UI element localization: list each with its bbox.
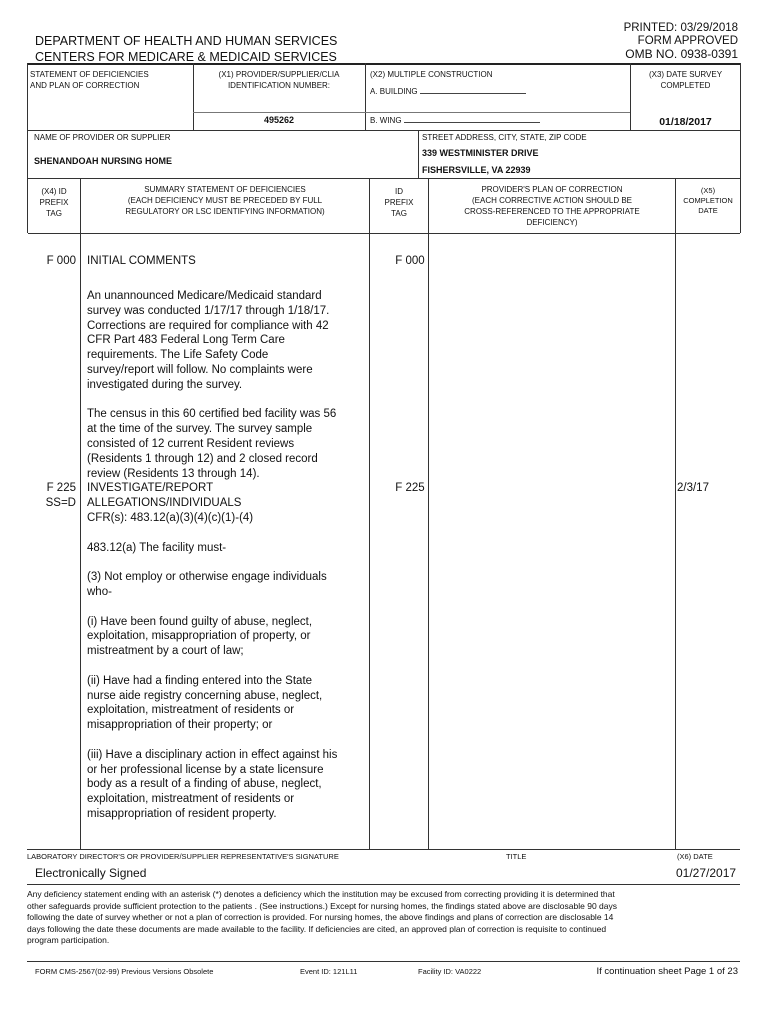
col-x5-header: (X5) COMPLETION DATE [683,186,733,215]
wing-label: B. WING [370,116,402,125]
street-address: 339 WESTMINISTER DRIVE [422,148,539,158]
regulation-item-i: (i) Have been found guilty of abuse, neglect, exploitation, misappropriation of property, or mistreatment by a court of law; [87,615,313,658]
department-title: DEPARTMENT OF HEALTH AND HUMAN SERVICES [35,34,338,48]
wing-blank [404,114,540,123]
signature-date: 01/27/2017 [676,866,737,880]
signature-value: Electronically Signed [35,866,147,880]
building-field [370,85,526,97]
regulation-item-3: (3) Not employ or otherwise engage individuals who- [87,571,327,598]
summary-body [87,289,367,836]
regulation-item-iii: (iii) Have a disciplinary action in effect against his or her professional license by a state licensure body as a result of a finding of abuse, neglect, exploitation, mistreatment of residents or misappropriation of resident property. [87,748,338,820]
survey-paragraph: An unannounced Medicare/Medicaid standard survey was conducted 1/17/17 through 1/18/17. Corrections are required for compliance with 42 CFR Part 483 Federal Long Term Care requirements. The Life Safety Code survey/report will follow. No complaints were investigated during the survey. [87,290,330,391]
survey-completed-date: 01/18/2017 [659,116,712,128]
completion-date: 2/3/17 [677,482,709,494]
provider-id-value: 495262 [263,115,295,125]
address-label: STREET ADDRESS, CITY, STATE, ZIP CODE [422,133,587,142]
regulation-intro: 483.12(a) The facility must- [87,541,227,554]
centers-title: CENTERS FOR MEDICARE & MEDICAID SERVICES [35,50,337,64]
building-label: A. BUILDING [370,87,418,96]
facility-id: Facility ID: VA0222 [418,967,482,976]
initial-comments-title: INITIAL COMMENTS [87,255,196,267]
tag-f225-left: F 225 [46,482,76,494]
severity-scope: SS=D [45,497,76,509]
col-id-header: ID PREFIX TAG [384,187,414,218]
omb-number: OMB NO. 0938-0391 [625,47,738,61]
census-paragraph: The census in this 60 certified bed facility was 56 at the time of the survey. The survey sample consisted of 12 current Resident reviews (Residents 1 through 12) and 2 closed record review (Residents 13 through 14). [87,408,337,480]
tag-f225-right: F 225 [395,482,425,494]
provider-name-label: NAME OF PROVIDER OR SUPPLIER [34,133,171,142]
tag-f000-right: F 000 [395,255,425,267]
f225-title: INVESTIGATE/REPORT ALLEGATIONS/INDIVIDUALS CFR(s): 483.12(a)(3)(4)(c)(1)-(4) [87,482,254,524]
disclaimer-text: Any deficiency statement ending with an asterisk (*) denotes a deficiency which the institution may be excused from correcting providing it is determined that other safeguards provide sufficient protection to the patients . (See instructions.) Except for nursing homes, the findings stated above are disclosable 90 days following the date of survey whether or not a plan of correction is provided. For nursing homes, the above findings and plans of correction are disclosable 14 days following the date these documents are made available to the facility. If deficiencies are cited, an approved plan of correction is requisite to continued program participation. [27,889,617,945]
x3-label: (X3) DATE SURVEY COMPLETED [648,70,723,90]
wing-field [370,114,540,126]
form-number: FORM CMS-2567(02-99) Previous Versions Obsolete [35,967,214,976]
col-plan-header: PROVIDER'S PLAN OF CORRECTION (EACH CORRECTIVE ACTION SHOULD BE CROSS-REFERENCED TO THE APPROPRIATE DEFICIENCY) [464,185,640,227]
tag-f000-left: F 000 [46,255,76,267]
x2-label: (X2) MULTIPLE CONSTRUCTION [370,70,493,79]
col-summary-header: SUMMARY STATEMENT OF DEFICIENCIES (EACH DEFICIENCY MUST BE PRECEDED BY FULL REGULATORY OR LSC IDENTIFYING INFORMATION) [125,185,325,216]
x6-date-label: (X6) DATE [677,852,713,861]
x1-label: (X1) PROVIDER/SUPPLIER/CLIA IDENTIFICATION NUMBER: [218,70,340,90]
city-state-zip: FISHERSVILLE, VA 22939 [422,165,531,175]
event-id: Event ID: 121L11 [300,967,358,976]
regulation-item-ii: (ii) Have had a finding entered into the State nurse aide registry concerning abuse, neglect, exploitation, mistreatment of residents or misappropriation of their property; or [87,674,323,732]
page-indicator: If continuation sheet Page 1 of 23 [596,966,738,977]
form-approved: FORM APPROVED [637,35,738,47]
signature-label: LABORATORY DIRECTOR'S OR PROVIDER/SUPPLIER REPRESENTATIVE'S SIGNATURE [27,852,339,861]
statement-label: STATEMENT OF DEFICIENCIES AND PLAN OF CORRECTION [30,70,149,90]
printed-date: PRINTED: 03/29/2018 [623,22,738,34]
provider-name: SHENANDOAH NURSING HOME [34,156,173,166]
col-x4-header: (X4) ID PREFIX TAG [39,187,69,218]
building-blank [420,85,526,94]
title-label: TITLE [506,852,527,861]
